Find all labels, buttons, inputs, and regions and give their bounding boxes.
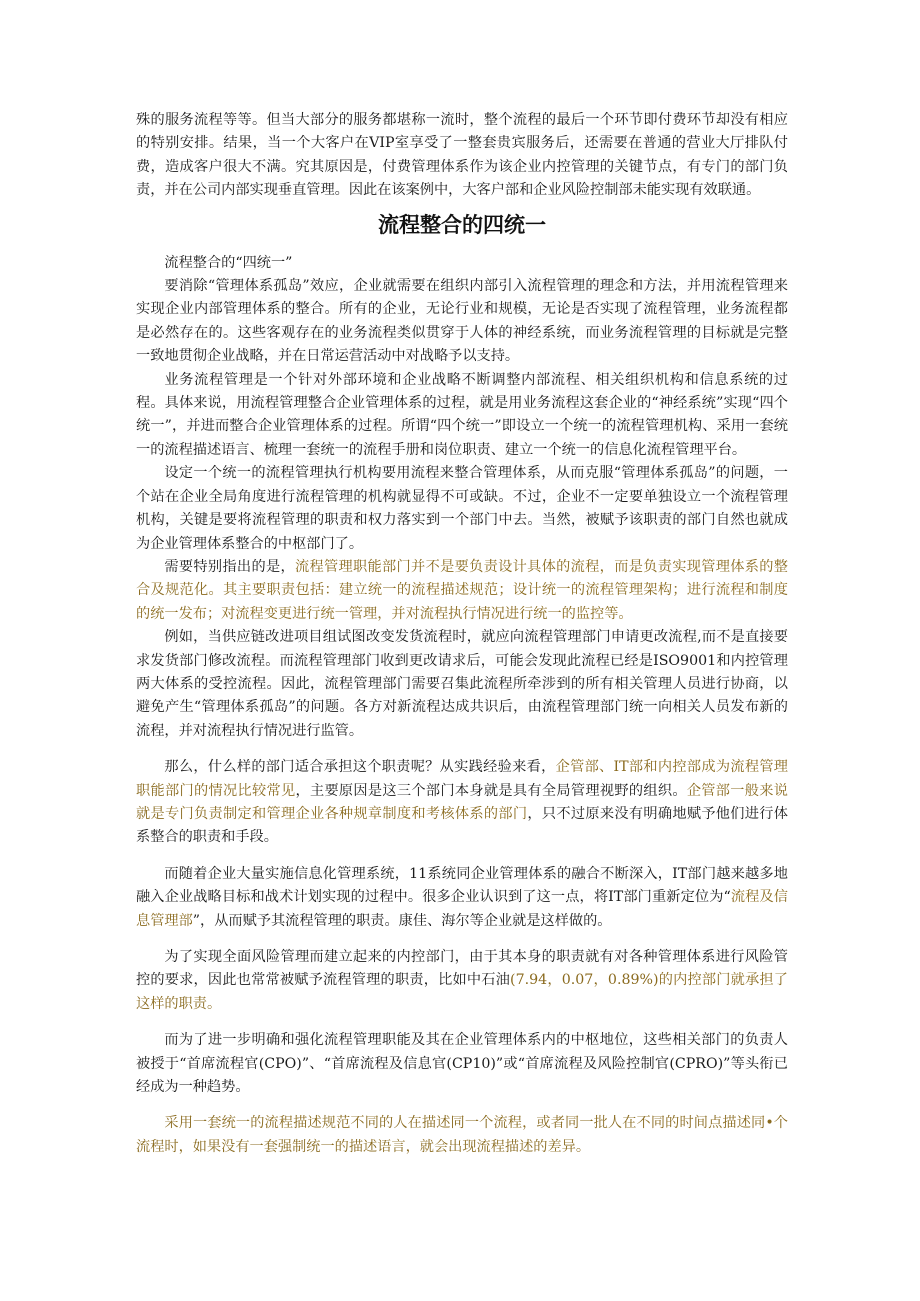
paragraph-6-highlight-1: 企管部、IT部和内控部成为流程管理职能部门的情况比较常见 — [136, 759, 788, 799]
paragraph-6-highlight-2: 企管部一般来说就是专门负责制定和管理企业各种规章制度和考核体系的部门 — [136, 782, 788, 822]
paragraph-6-plain-3: ，只不过原来没有明确地赋予他们进行体系整合的职责和手段。 — [136, 805, 788, 846]
section-subtitle: 流程整合的“四统一” — [164, 254, 293, 271]
section-title: 流程整合的四统一 — [378, 212, 546, 237]
paragraph-1: 要消除“管理体系孤岛”效应，企业就需要在组织内部引入流程管理的理念和方法，并用流程管理来实现企业内部管理体系的整合。所有的企业，无论行业和规模，无论是否实现了流程管理，业务流程都是必然存在的。这些客观存在的业务流程类似贯穿于人体的神经系统，而业务流程管理的目标就是完整一致地贯彻企业战略，并在日常运营活动中对战略予以支持。 — [136, 278, 788, 365]
paragraph-4-plain: 需要特别指出的是， — [164, 558, 295, 575]
paragraph-6-plain-1: 那么，什么样的部门适合承担这个职责呢？从实践经验来看， — [164, 759, 556, 776]
paragraph-8-highlight: (7.94，0.07，0.89%)的内控部门就承担了这样的职责。 — [136, 972, 788, 1012]
paragraph-7-plain-1: 而随着企业大量实施信息化管理系统，11系统同企业管理体系的融合不断深入，IT部门越来越多地融入企业战略目标和战术计划实现的过程中。很多企业认识到了这一点，将IT部门重新定位为“ — [136, 865, 788, 906]
paragraph-3: 设定一个统一的流程管理执行机构要用流程来整合管理体系，从而克服“管理体系孤岛”的问题，一个站在企业全局角度进行流程管理的机构就显得不可或缺。不过，企业不一定要单独设立一个流程管理机构，关键是要将流程管理的职责和权力落实到一个部门中去。当然，被赋予该职责的部门自然也就成为企业管理体系整合的中枢部门了。 — [136, 465, 788, 552]
paragraph-8 — [136, 946, 788, 1016]
document-body — [136, 109, 788, 1159]
paragraph-7-highlight: 流程及信息管理部 — [136, 889, 788, 929]
intro-paragraph: 殊的服务流程等等。但当大部分的服务都堪称一流时，整个流程的最后一个环节即付费环节却没有相应的特别安排。结果，当一个大客户在VIP室享受了一整套贵宾服务后，还需要在普通的营业大厅排队付费，造成客户很大不满。究其原因是，付费管理体系作为该企业内控管理的关键节点，有专门的部门负责，并在公司内部实现垂直管理。因此在该案例中，大客户部和企业风险控制部未能实现有效联通。 — [136, 112, 788, 199]
paragraph-4-highlight: 流程管理职能部门并不是要负责设计具体的流程，而是负责实现管理体系的整合及规范化。其主要职责包括：建立统一的流程描述规范；设计统一的流程管理架构；进行流程和制度的统一发布；对流程变更进行统一管理，并对流程执行情况进行统一的监控等。 — [136, 558, 788, 622]
paragraph-9: 而为了进一步明确和强化流程管理职能及其在企业管理体系内的中枢地位，这些相关部门的负责人被授于“首席流程官(CPO)”、“首席流程及信息官(CP10)”或“首席流程及风险控制官(CPRO)”等头衔已经成为一种趋势。 — [136, 1032, 788, 1096]
paragraph-7 — [136, 863, 788, 933]
paragraph-5: 例如，当供应链改进项目组试图改变发货流程时，就应向流程管理部门申请更改流程,而不是直接要求发货部门修改流程。而流程管理部门收到更改请求后，可能会发现此流程已经是ISO9001和内控管理两大体系的受控流程。因此，流程管理部门需要召集此流程所牵涉到的所有相关管理人员进行协商，以避免产生“管理体系孤岛”的问题。各方对新流程达成共识后，由流程管理部门统一向相关人员发布新的流程，并对流程执行情况进行监管。 — [136, 629, 788, 739]
paragraph-7-plain-2: ”，从而赋予其流程管理的职责。康佳、海尔等企业就是这样做的。 — [192, 912, 612, 929]
paragraph-10: 采用一套统一的流程描述规范不同的人在描述同一个流程，或者同一批人在不同的时间点描述同•个流程时，如果没有一套强制统一的描述语言，就会出现流程描述的差异。 — [136, 1115, 788, 1155]
paragraph-8-plain: 为了实现全面风险管理而建立起来的内控部门，由于其本身的职责就有对各种管理体系进行风险管控的要求，因此也常常被赋予流程管理的职责，比如中石油 — [136, 949, 788, 989]
paragraph-6-plain-2: ，主要原因是这三个部门本身就是具有全局管理视野的组织。 — [295, 782, 687, 799]
paragraph-4 — [136, 556, 788, 626]
paragraph-2: 业务流程管理是一个针对外部环境和企业战略不断调整内部流程、相关组织机构和信息系统的过程。具体来说，用流程管理整合企业管理体系的过程，就是用业务流程这套企业的“神经系统”实现“四个统一”，并进而整合企业管理体系的过程。所谓“四个统一”即设立一个统一的流程管理机构、采用一套统一的流程描述语言、梳理一套统一的流程手册和岗位职责、建立一个统一的信息化流程管理平台。 — [136, 371, 788, 458]
paragraph-6 — [136, 756, 788, 850]
